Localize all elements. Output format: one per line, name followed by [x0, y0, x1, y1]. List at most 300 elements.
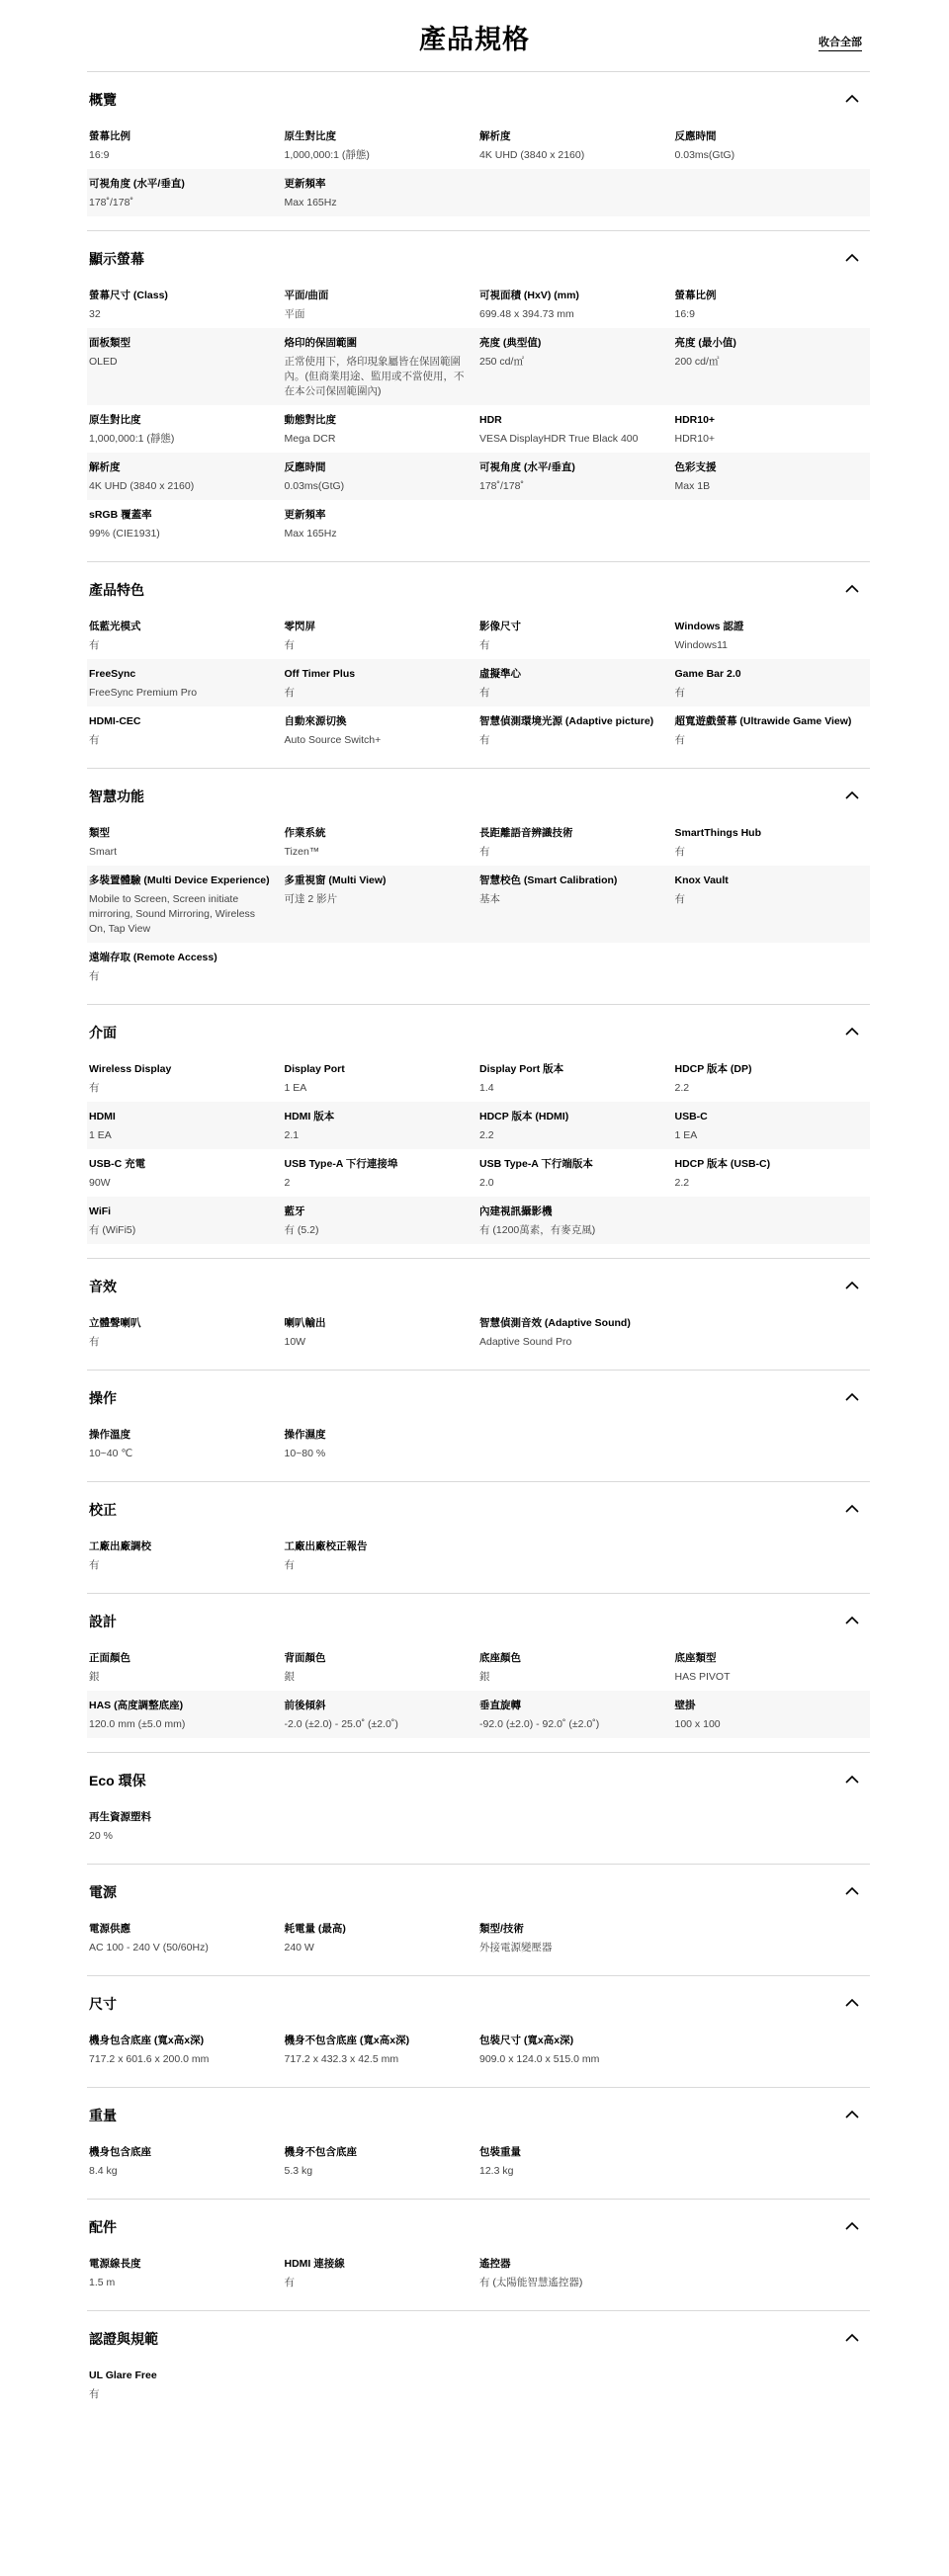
spec-label: HDMI [89, 1111, 116, 1122]
spec-section [87, 768, 870, 1004]
spec-label: Knox Vault [674, 874, 729, 886]
spec-value: 有 (5.2) [284, 1224, 319, 1236]
spec-value: 銀 [284, 1671, 295, 1683]
spec-item [479, 873, 675, 937]
spec-row [87, 659, 870, 706]
spec-item [89, 1157, 285, 1191]
spec-value: 100 x 100 [674, 1718, 721, 1730]
spec-item [285, 460, 480, 494]
spec-value: 銀 [89, 1671, 100, 1683]
spec-label: 底座類型 [674, 1652, 717, 1664]
spec-value: 有 [284, 2277, 295, 2288]
spec-item [479, 1651, 675, 1685]
spec-item [479, 714, 675, 748]
spec-label: 超寬遊戲螢幕 (Ultrawide Game View) [674, 715, 852, 727]
spec-value: 1.5 m [89, 2277, 116, 2288]
chevron-up-icon[interactable] [844, 584, 860, 594]
section-header-toggle[interactable] [87, 1496, 870, 1532]
spec-label: USB-C [674, 1111, 708, 1122]
spec-value: 有 [89, 2388, 100, 2400]
spec-row [87, 818, 870, 866]
spec-item [479, 413, 675, 447]
spec-value: 2.0 [479, 1177, 494, 1189]
spec-row [87, 1149, 870, 1197]
spec-item [285, 129, 480, 163]
spec-label: 反應時間 [674, 130, 717, 142]
spec-label: Wireless Display [89, 1063, 172, 1075]
section-header-toggle[interactable] [87, 1990, 870, 2026]
spec-label: 垂直旋轉 [479, 1700, 521, 1711]
spec-value: 基本 [479, 893, 500, 905]
spec-label: 虛擬準心 [479, 668, 521, 680]
spec-section [87, 1752, 870, 1864]
section-title: 重量 [89, 2108, 117, 2123]
spec-label: FreeSync [89, 668, 136, 680]
spec-value: 909.0 x 124.0 x 515.0 mm [479, 2053, 600, 2065]
spec-item [285, 620, 480, 653]
spec-item [285, 2257, 480, 2290]
spec-value: 1,000,000:1 (靜態) [284, 149, 370, 161]
spec-value: 2.2 [674, 1177, 690, 1189]
spec-label: 亮度 (典型值) [479, 337, 542, 349]
spec-row [87, 1691, 870, 1738]
spec-item [285, 1205, 480, 1238]
chevron-up-icon[interactable] [844, 253, 860, 263]
spec-value: 有 [479, 734, 490, 746]
spec-label: 可視面積 (HxV) (mm) [479, 290, 579, 301]
spec-item [89, 177, 285, 210]
section-header-toggle[interactable] [87, 2213, 870, 2249]
section-header-toggle[interactable] [87, 1608, 870, 1643]
spec-item [479, 826, 675, 860]
spec-value: 平面 [284, 308, 305, 320]
spec-value: 銀 [479, 1671, 490, 1683]
spec-value: 外接電源變壓器 [479, 1942, 553, 1953]
spec-item [285, 1316, 480, 1350]
spec-label: WiFi [89, 1205, 112, 1217]
spec-row [87, 169, 870, 216]
spec-item [89, 1316, 285, 1350]
section-header-toggle[interactable] [87, 1384, 870, 1420]
spec-section [87, 2087, 870, 2199]
spec-label: 操作溫度 [89, 1429, 130, 1441]
spec-sections [0, 71, 949, 2422]
chevron-up-icon[interactable] [844, 94, 860, 104]
spec-section [87, 1593, 870, 1752]
spec-item [285, 1922, 480, 1955]
spec-value: 有 (WiFi5) [89, 1224, 136, 1236]
spec-row [87, 1420, 870, 1467]
spec-item [89, 1810, 285, 1844]
spec-row [87, 2026, 870, 2073]
page-header [0, 0, 949, 71]
spec-row [87, 500, 870, 547]
spec-value: 8.4 kg [89, 2165, 118, 2177]
section-header-toggle[interactable] [87, 2102, 870, 2137]
spec-label: 解析度 [479, 130, 511, 142]
spec-item [89, 714, 285, 748]
spec-value: 717.2 x 601.6 x 200.0 mm [89, 2053, 210, 2065]
spec-value: 有 [674, 846, 685, 858]
spec-value: 2 [284, 1177, 291, 1189]
spec-label: 喇叭輸出 [284, 1317, 326, 1329]
section-header-toggle[interactable] [87, 2325, 870, 2361]
spec-label: 機身不包含底座 [284, 2146, 357, 2158]
spec-label: 智慧校色 (Smart Calibration) [479, 874, 618, 886]
spec-row [87, 122, 870, 169]
section-header-toggle[interactable] [87, 1878, 870, 1914]
spec-label: 影像尺寸 [479, 621, 521, 632]
spec-item [479, 1062, 675, 1096]
spec-value: 16:9 [89, 149, 110, 161]
spec-value: 5.3 kg [284, 2165, 313, 2177]
section-title: 操作 [89, 1390, 117, 1406]
spec-label: Game Bar 2.0 [674, 668, 741, 680]
spec-value: VESA DisplayHDR True Black 400 [479, 433, 639, 445]
section-title: 設計 [89, 1614, 117, 1629]
spec-label: 零閃屏 [284, 621, 315, 632]
spec-value: 有 [674, 687, 685, 699]
spec-value: 250 cd/㎡ [479, 356, 524, 368]
spec-value: Mega DCR [284, 433, 336, 445]
spec-value: 正常使用下，烙印現象屬皆在保固範圍內。(但商業用途、監用或不當使用，不在本公司保固範圍內) [284, 356, 465, 397]
spec-label: 包裝尺寸 (寬x高x深) [479, 2035, 574, 2046]
spec-row [87, 2249, 870, 2296]
spec-value: 有 [479, 639, 490, 651]
spec-label: 螢幕尺寸 (Class) [89, 290, 168, 301]
spec-item [479, 1157, 675, 1191]
spec-row [87, 706, 870, 754]
spec-item [285, 1651, 480, 1685]
section-header-toggle[interactable] [87, 1273, 870, 1308]
spec-label: 多裝置體驗 (Multi Device Experience) [89, 874, 270, 886]
spec-label: 藍牙 [284, 1205, 305, 1217]
spec-value: 有 [479, 687, 490, 699]
section-title: 認證與規範 [89, 2331, 158, 2347]
spec-item [89, 1699, 285, 1732]
spec-item [89, 1651, 285, 1685]
section-header-toggle[interactable] [87, 1767, 870, 1802]
spec-section [87, 1258, 870, 1370]
spec-label: 自動來源切換 [284, 715, 347, 727]
chevron-up-icon[interactable] [844, 1886, 860, 1896]
spec-value: AC 100 - 240 V (50/60Hz) [89, 1942, 209, 1953]
spec-value: 4K UHD (3840 x 2160) [89, 480, 195, 492]
spec-section [87, 71, 870, 230]
spec-value: FreeSync Premium Pro [89, 687, 198, 699]
section-title: 尺寸 [89, 1996, 117, 2012]
spec-item [675, 129, 871, 163]
spec-item [479, 460, 675, 494]
spec-item [479, 667, 675, 701]
spec-item [675, 289, 871, 322]
spec-value: 有 (太陽能智慧遙控器) [479, 2277, 583, 2288]
spec-item [675, 1110, 871, 1143]
spec-label: 再生資源塑料 [89, 1811, 151, 1823]
chevron-up-icon[interactable] [844, 1027, 860, 1037]
spec-label: 作業系統 [284, 827, 326, 839]
spec-value: 2.1 [284, 1129, 300, 1141]
spec-label: HDR [479, 414, 502, 426]
spec-value: 10W [284, 1336, 306, 1348]
spec-label: USB Type-A 下行連接埠 [284, 1158, 398, 1170]
spec-value: Max 165Hz [284, 197, 337, 208]
section-title: 顯示螢幕 [89, 251, 144, 267]
spec-item [89, 413, 285, 447]
chevron-up-icon[interactable] [844, 1281, 860, 1290]
chevron-up-icon[interactable] [844, 790, 860, 800]
spec-label: 螢幕比例 [674, 290, 717, 301]
spec-section [87, 1975, 870, 2087]
spec-row [87, 1102, 870, 1149]
spec-row [87, 1914, 870, 1961]
spec-label: 可視角度 (水平/垂直) [89, 178, 185, 190]
spec-item [285, 667, 480, 701]
spec-item [285, 289, 480, 322]
spec-item [675, 1157, 871, 1191]
spec-row [87, 1532, 870, 1579]
spec-label: 壁掛 [674, 1700, 696, 1711]
spec-label: 電源供應 [89, 1923, 130, 1935]
spec-label: 工廠出廠校正報告 [284, 1540, 368, 1552]
spec-section [87, 2310, 870, 2422]
section-title: 概覽 [89, 92, 117, 108]
spec-label: 長距離語音辨識技術 [479, 827, 573, 839]
spec-item [89, 336, 285, 399]
spec-label: 多重視窗 (Multi View) [284, 874, 387, 886]
spec-value: Windows11 [674, 639, 728, 651]
spec-item [89, 951, 285, 984]
spec-label: HAS (高度調整底座) [89, 1700, 184, 1711]
spec-item [675, 1062, 871, 1096]
spec-item [285, 2145, 480, 2179]
spec-row [87, 866, 870, 943]
section-title: 電源 [89, 1884, 117, 1900]
spec-item [89, 289, 285, 322]
spec-item [479, 1922, 675, 1955]
section-header-toggle[interactable] [87, 1019, 870, 1054]
spec-value: 有 (1200萬素，有麥克風) [479, 1224, 596, 1236]
spec-value: 32 [89, 308, 101, 320]
spec-value: 90W [89, 1177, 111, 1189]
spec-label: 烙印的保固範圍 [284, 337, 357, 349]
spec-item [479, 1205, 675, 1238]
spec-value: 0.03ms(GtG) [674, 149, 735, 161]
spec-label: 動態對比度 [284, 414, 336, 426]
spec-item [675, 460, 871, 494]
spec-value: 0.03ms(GtG) [284, 480, 345, 492]
spec-item [89, 873, 285, 937]
spec-value: 10~40 ℃ [89, 1448, 133, 1459]
spec-item [285, 873, 480, 937]
spec-item [675, 873, 871, 937]
section-title: 校正 [89, 1502, 117, 1518]
spec-label: 亮度 (最小值) [674, 337, 736, 349]
spec-value: 有 [89, 1559, 100, 1571]
spec-label: 可視角度 (水平/垂直) [479, 461, 575, 473]
spec-item [285, 1428, 480, 1461]
spec-label: 背面顏色 [284, 1652, 326, 1664]
spec-value: 2.2 [674, 1082, 690, 1094]
spec-label: 操作濕度 [284, 1429, 326, 1441]
spec-item [89, 826, 285, 860]
spec-value: Smart [89, 846, 118, 858]
spec-item [675, 620, 871, 653]
spec-value: 1,000,000:1 (靜態) [89, 433, 175, 445]
spec-label: 反應時間 [284, 461, 326, 473]
spec-value: 有 [89, 734, 100, 746]
spec-item [285, 826, 480, 860]
spec-item [89, 1062, 285, 1096]
spec-value: 有 [89, 1082, 100, 1094]
spec-value: 120.0 mm (±5.0 mm) [89, 1718, 186, 1730]
spec-label: HDMI 版本 [284, 1111, 335, 1122]
spec-row [87, 2137, 870, 2185]
spec-label: 正面顏色 [89, 1652, 130, 1664]
section-title: 音效 [89, 1279, 117, 1294]
spec-item [89, 2145, 285, 2179]
spec-item [285, 413, 480, 447]
spec-item [89, 1428, 285, 1461]
spec-value: -2.0 (±2.0) - 25.0˚ (±2.0˚) [284, 1718, 398, 1730]
spec-value: OLED [89, 356, 118, 368]
spec-label: HDR10+ [674, 414, 716, 426]
spec-value: 有 [284, 687, 295, 699]
chevron-up-icon[interactable] [844, 1392, 860, 1402]
spec-value: Max 1B [674, 480, 711, 492]
spec-label: 平面/曲面 [284, 290, 329, 301]
spec-value: 有 [284, 1559, 295, 1571]
spec-item [479, 620, 675, 653]
spec-section [87, 230, 870, 561]
section-header-toggle[interactable] [87, 86, 870, 122]
spec-value: 1 EA [89, 1129, 112, 1141]
spec-label: 智慧偵測音效 (Adaptive Sound) [479, 1317, 631, 1329]
spec-label: 底座顏色 [479, 1652, 521, 1664]
spec-label: 低藍光模式 [89, 621, 141, 632]
chevron-up-icon[interactable] [844, 2333, 860, 2343]
spec-value: 可達 2 影片 [284, 893, 338, 905]
chevron-up-icon[interactable] [844, 1504, 860, 1514]
spec-label: 機身包含底座 [89, 2146, 151, 2158]
spec-row [87, 328, 870, 405]
spec-label: sRGB 覆蓋率 [89, 509, 152, 521]
spec-value: Adaptive Sound Pro [479, 1336, 572, 1348]
spec-item [89, 1110, 285, 1143]
spec-item [285, 2034, 480, 2067]
section-header-toggle[interactable] [87, 783, 870, 818]
spec-label: Off Timer Plus [284, 668, 356, 680]
spec-value: 240 W [284, 1942, 314, 1953]
spec-item [675, 1699, 871, 1732]
spec-label: 機身包含底座 (寬x高x深) [89, 2035, 205, 2046]
section-header-toggle[interactable] [87, 245, 870, 281]
spec-item [479, 1110, 675, 1143]
spec-value: 717.2 x 432.3 x 42.5 mm [284, 2053, 399, 2065]
spec-value: Tizen™ [284, 846, 320, 858]
section-title: Eco 環保 [89, 1773, 146, 1788]
spec-value: 有 [674, 893, 685, 905]
spec-value: 有 [89, 639, 100, 651]
spec-row [87, 943, 870, 990]
spec-label: SmartThings Hub [674, 827, 762, 839]
collapse-all-link[interactable]: 收合全部 [819, 34, 862, 51]
spec-label: 原生對比度 [89, 414, 141, 426]
spec-item [89, 460, 285, 494]
spec-row [87, 612, 870, 659]
spec-item [285, 1062, 480, 1096]
spec-row [87, 405, 870, 453]
spec-item [89, 1539, 285, 1573]
spec-item [89, 508, 285, 541]
spec-label: 工廠出廠調校 [89, 1540, 151, 1552]
chevron-up-icon[interactable] [844, 1775, 860, 1785]
spec-label: UL Glare Free [89, 2369, 157, 2381]
spec-value: 1 EA [284, 1082, 307, 1094]
spec-row [87, 1643, 870, 1691]
spec-value: Max 165Hz [284, 528, 337, 540]
spec-item [675, 413, 871, 447]
spec-label: 類型 [89, 827, 110, 839]
spec-item [479, 289, 675, 322]
page-title: 產品規格 [419, 25, 530, 54]
spec-label: 面板類型 [89, 337, 130, 349]
spec-value: 2.2 [479, 1129, 494, 1141]
spec-item [479, 1699, 675, 1732]
spec-row [87, 1308, 870, 1356]
spec-row [87, 1197, 870, 1244]
spec-label: 遙控器 [479, 2258, 511, 2270]
spec-label: HDMI 連接線 [284, 2258, 345, 2270]
spec-item [479, 2257, 675, 2290]
spec-label: 立體聲喇叭 [89, 1317, 141, 1329]
spec-item [89, 1205, 285, 1238]
spec-value: HDR10+ [674, 433, 716, 445]
spec-section [87, 1004, 870, 1258]
spec-label: 遠端存取 (Remote Access) [89, 952, 217, 963]
spec-item [285, 1157, 480, 1191]
section-header-toggle[interactable] [87, 576, 870, 612]
spec-value: 12.3 kg [479, 2165, 514, 2177]
chevron-up-icon[interactable] [844, 2221, 860, 2231]
spec-item [479, 336, 675, 399]
spec-item [89, 620, 285, 653]
spec-item [285, 1110, 480, 1143]
spec-label: 前後傾斜 [284, 1700, 326, 1711]
spec-item [285, 508, 480, 541]
spec-label: 內建視訊攝影機 [479, 1205, 553, 1217]
spec-row [87, 2361, 870, 2408]
chevron-up-icon[interactable] [844, 2110, 860, 2119]
spec-item [89, 2034, 285, 2067]
chevron-up-icon[interactable] [844, 1616, 860, 1625]
spec-value: -92.0 (±2.0) - 92.0˚ (±2.0˚) [479, 1718, 600, 1730]
spec-item [675, 1651, 871, 1685]
spec-value: 有 [89, 970, 100, 982]
spec-item [675, 826, 871, 860]
spec-item [479, 2034, 675, 2067]
spec-label: 電源線長度 [89, 2258, 141, 2270]
spec-item [285, 177, 480, 210]
spec-label: 機身不包含底座 (寬x高x深) [284, 2035, 410, 2046]
spec-label: HDCP 版本 (HDMI) [479, 1111, 569, 1122]
spec-item [675, 667, 871, 701]
spec-label: Display Port 版本 [479, 1063, 564, 1075]
spec-label: HDMI-CEC [89, 715, 141, 727]
spec-label: 更新頻率 [284, 178, 326, 190]
spec-item [479, 1316, 675, 1350]
chevron-up-icon[interactable] [844, 1998, 860, 2008]
